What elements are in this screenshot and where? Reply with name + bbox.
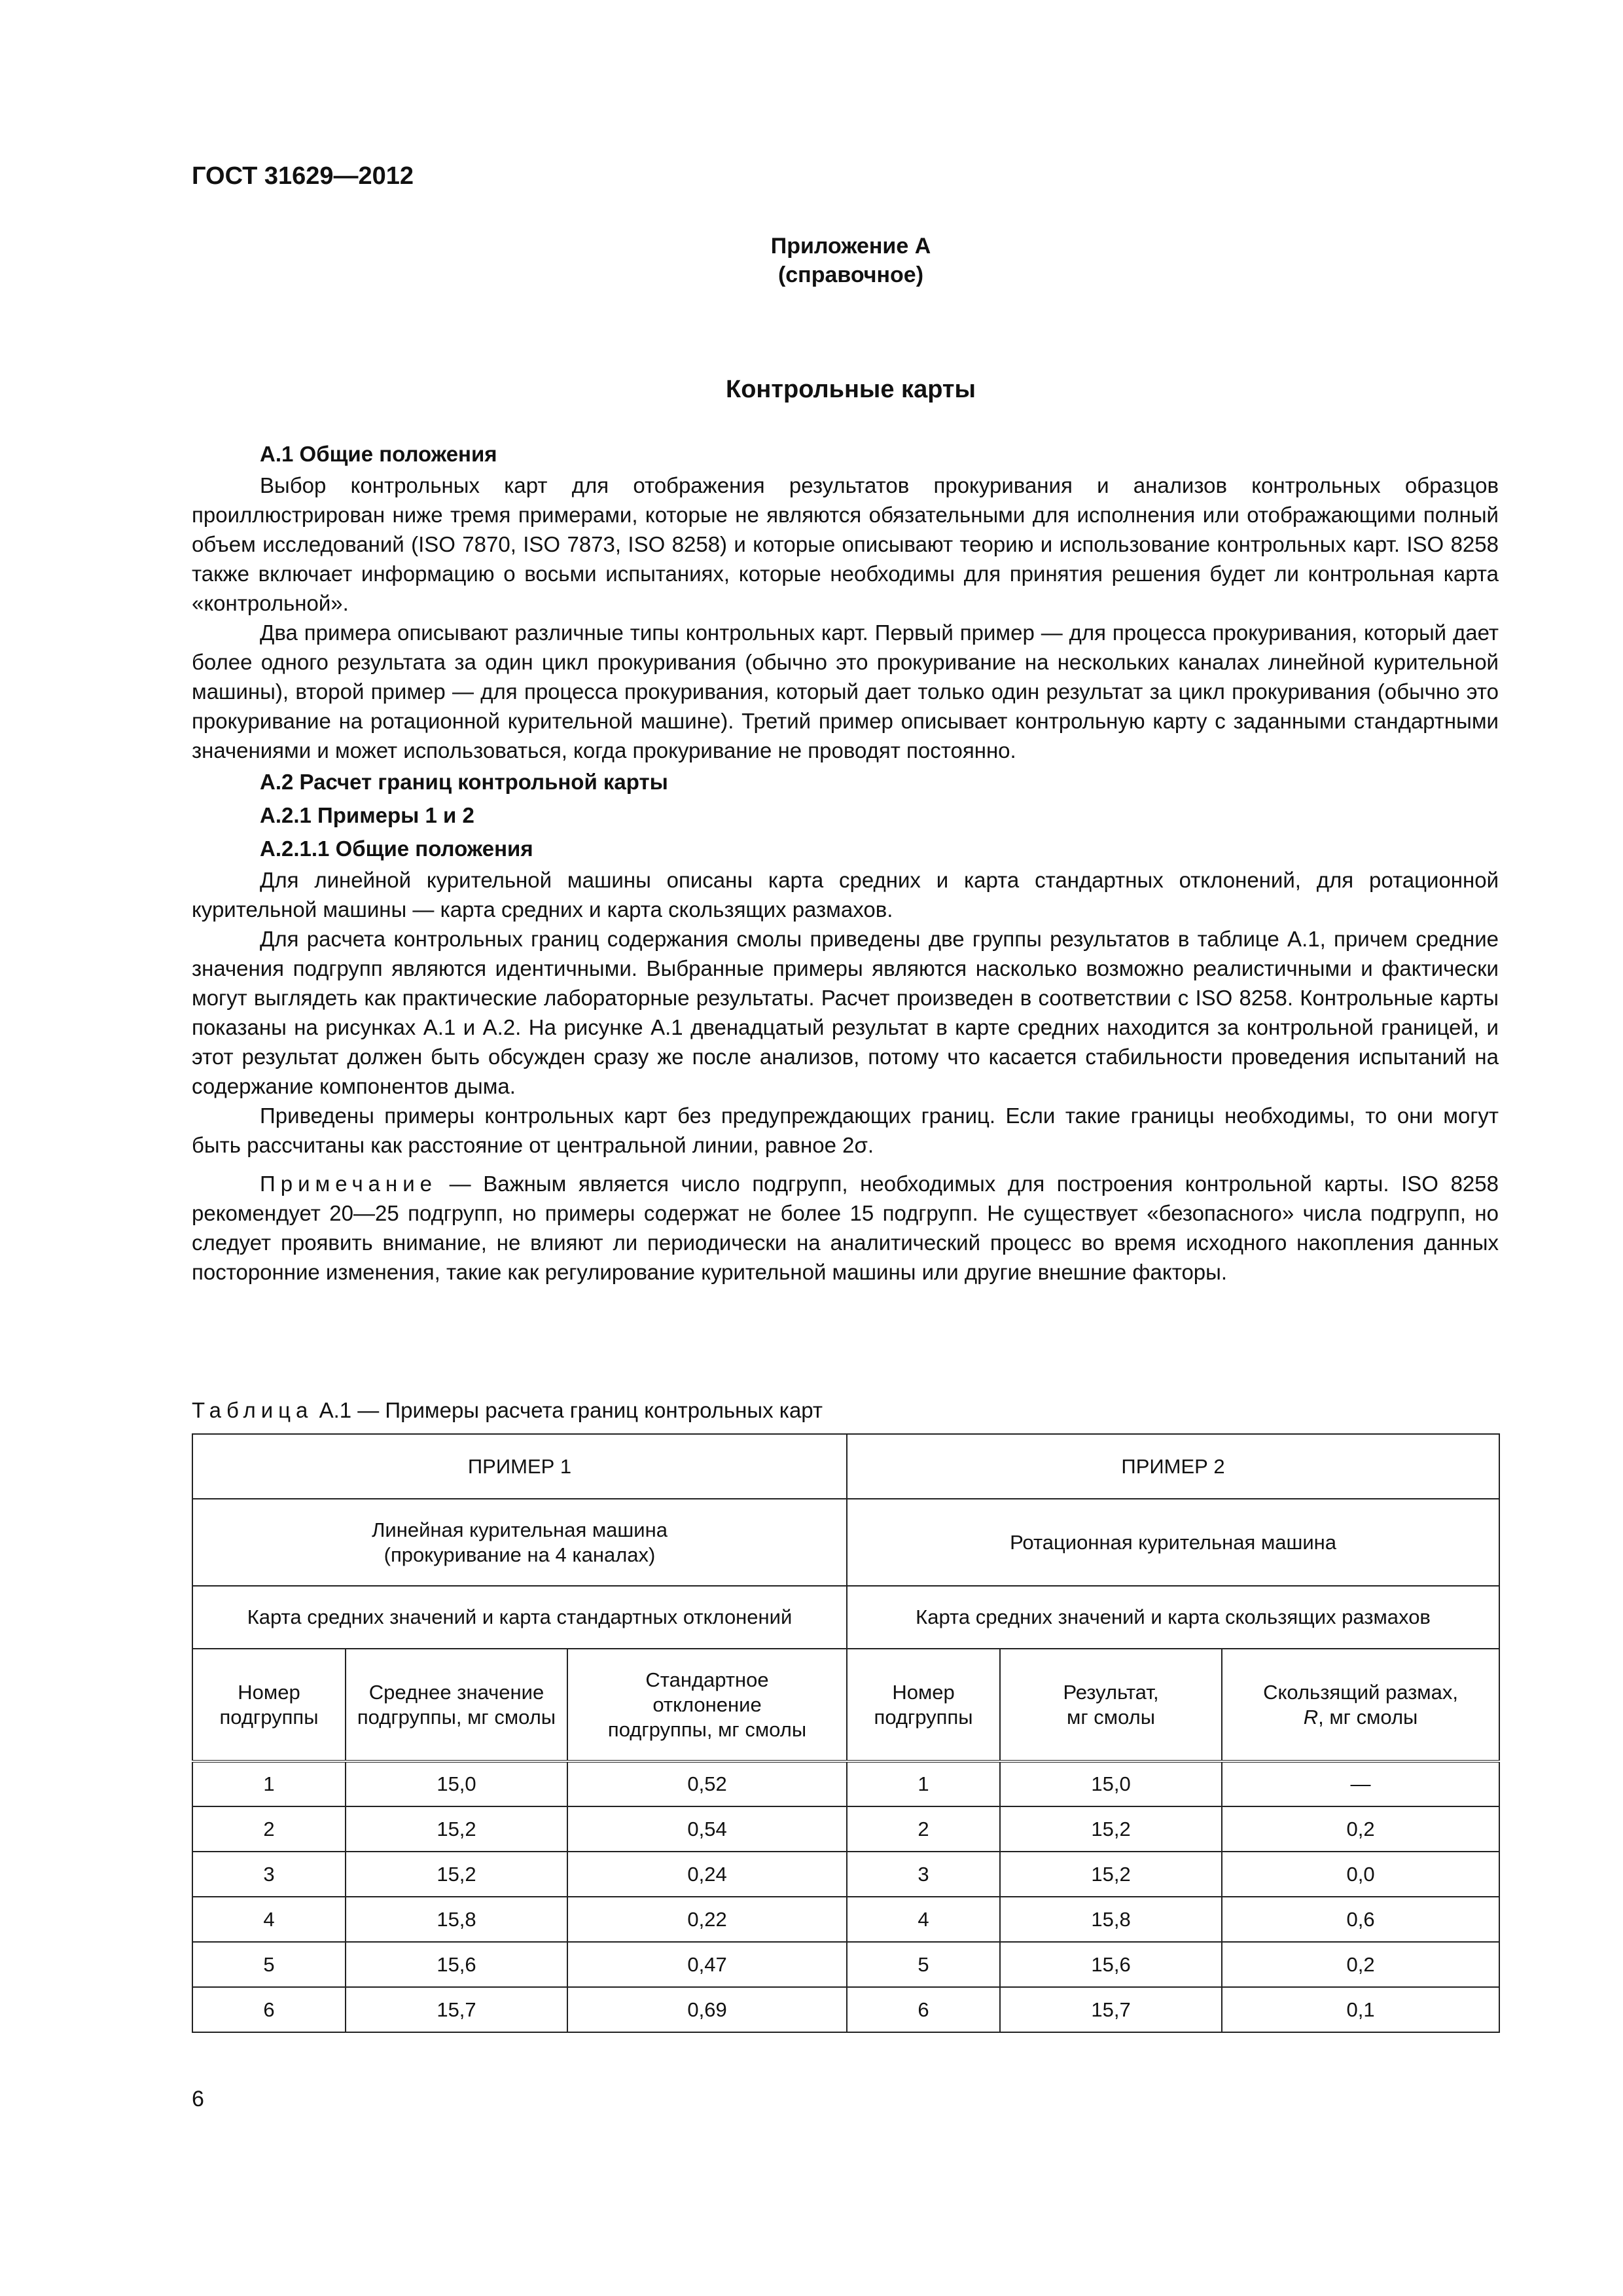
paragraph: Приведены примеры контрольных карт без предупреждающих границ. Если такие границы необходимы, то они могут быть рассчитаны как расстояние от центральной линии, равное 2σ. xyxy=(192,1103,1499,1157)
table-caption-text: А.1 — Примеры расчета границ контрольных карт xyxy=(319,1398,823,1422)
col-header-std-deviation: Стандартное отклонение подгруппы, мг смолы xyxy=(567,1649,847,1761)
table-caption xyxy=(192,1398,823,1423)
appendix-heading xyxy=(654,232,1047,289)
charts-2-header: Карта средних значений и карта скользящих размахов xyxy=(847,1586,1499,1649)
section-a1-heading: А.1 Общие положения xyxy=(260,442,497,466)
control-limits-table xyxy=(192,1433,1500,2033)
appendix-label: Приложение А xyxy=(770,234,931,259)
paragraph: Два примера описывают различные типы контрольных карт. Первый пример — для процесса прокуривания, который дает более одного результата за один цикл прокуривания (обычно это прокуривание на нескольких каналах линейной курительной машины), второй пример — для процесса прокуривания, который дает только один результат за цикл прокуривания (обычно это прокуривание на ротационной курительной машине). Третий пример описывает контрольную карту с заданными стандартными значениями и может использоваться, когда прокуривание не проводят постоянно. xyxy=(192,620,1499,762)
paragraph: Для расчета контрольных границ содержания смолы приведены две группы результатов в таблице А.1, причем средние значения подгрупп являются идентичными. Выбранные примеры являются насколько возможно реалистичными и фактически могут выглядеть как практические лабораторные результаты. Расчет произведен в соответствии с ISO 8258. Контрольные карты показаны на рисунках А.1 и А.2. На рисунке А.1 двенадцатый результат в карте средних находится за контрольной границей, и этот результат должен быть обсужден сразу же после анализов, потому что касается стабильности проведения испытаний на содержание компонентов дыма. xyxy=(192,927,1499,1098)
table-row: 4 15,8 0,22 4 15,8 0,6 xyxy=(192,1897,1499,1942)
col-header-subgroup-number-2: Номер подгруппы xyxy=(847,1649,1000,1761)
table-caption-label: Таблица xyxy=(192,1398,313,1422)
table-row: 3 15,2 0,24 3 15,2 0,0 xyxy=(192,1852,1499,1897)
col-header-subgroup-number: Номер подгруппы xyxy=(192,1649,346,1761)
document-code: ГОСТ 31629—2012 xyxy=(192,162,414,190)
section-a211-heading: А.2.1.1 Общие положения xyxy=(260,836,533,861)
example-1-header: ПРИМЕР 1 xyxy=(192,1434,847,1499)
note-paragraph xyxy=(192,1169,1499,1287)
paragraph: Выбор контрольных карт для отображения результатов прокуривания и анализов контрольных образцов проиллюстрирован ниже тремя примерами, которые не являются обязательными для исполнения или отображающими полный объем исследований (ISO 7870, ISO 7873, ISO 8258) и которые описывают теорию и использование контрольных карт. ISO 8258 также включает информацию о восьми испытаниях, которые необходимы для принятия решения будет ли контрольная карта «контрольной». xyxy=(192,473,1499,615)
col-header-moving-range: Скользящий размах, R, мг смолы xyxy=(1222,1649,1499,1761)
note-label: Примечание xyxy=(260,1172,438,1196)
table-row: 2 15,2 0,54 2 15,2 0,2 xyxy=(192,1806,1499,1852)
page-number: 6 xyxy=(192,2087,204,2111)
paragraph: Для линейной курительной машины описаны карта средних и карта стандартных отклонений, для ротационной курительной машины — карта средних и карта скользящих размахов. xyxy=(192,868,1499,922)
charts-1-header: Карта средних значений и карта стандартных отклонений xyxy=(192,1586,847,1649)
col-header-subgroup-mean: Среднее значение подгруппы, мг смолы xyxy=(346,1649,567,1761)
table-row: 1 15,0 0,52 1 15,0 — xyxy=(192,1761,1499,1806)
section-a21-heading: А.2.1 Примеры 1 и 2 xyxy=(260,803,474,827)
note-text: — Важным является число подгрупп, необходимых для построения контрольной карты. ISO 8258 рекомендует 20—25 подгрупп, но примеры содержат не более 15 подгрупп. Не существует «безопасного» числа подгрупп, но следует проявить внимание, не влияют ли периодически на аналитический процесс во время исходного накопления данных посторонние изменения, такие как регулирование курительной машины или другие внешние факторы. xyxy=(192,1172,1499,1284)
example-2-header: ПРИМЕР 2 xyxy=(847,1434,1499,1499)
section-a2-heading: А.2 Расчет границ контрольной карты xyxy=(260,770,668,794)
document-body xyxy=(192,437,1499,1287)
table-row: 5 15,6 0,47 5 15,6 0,2 xyxy=(192,1942,1499,1987)
machine-1-header: Линейная курительная машина (прокуривание на 4 каналах) xyxy=(192,1499,847,1586)
table-row: 6 15,7 0,69 6 15,7 0,1 xyxy=(192,1987,1499,2032)
page-title: Контрольные карты xyxy=(726,376,976,403)
machine-2-header: Ротационная курительная машина xyxy=(847,1499,1499,1586)
appendix-type: (справочное) xyxy=(777,262,924,287)
col-header-result: Результат, мг смолы xyxy=(1000,1649,1222,1761)
